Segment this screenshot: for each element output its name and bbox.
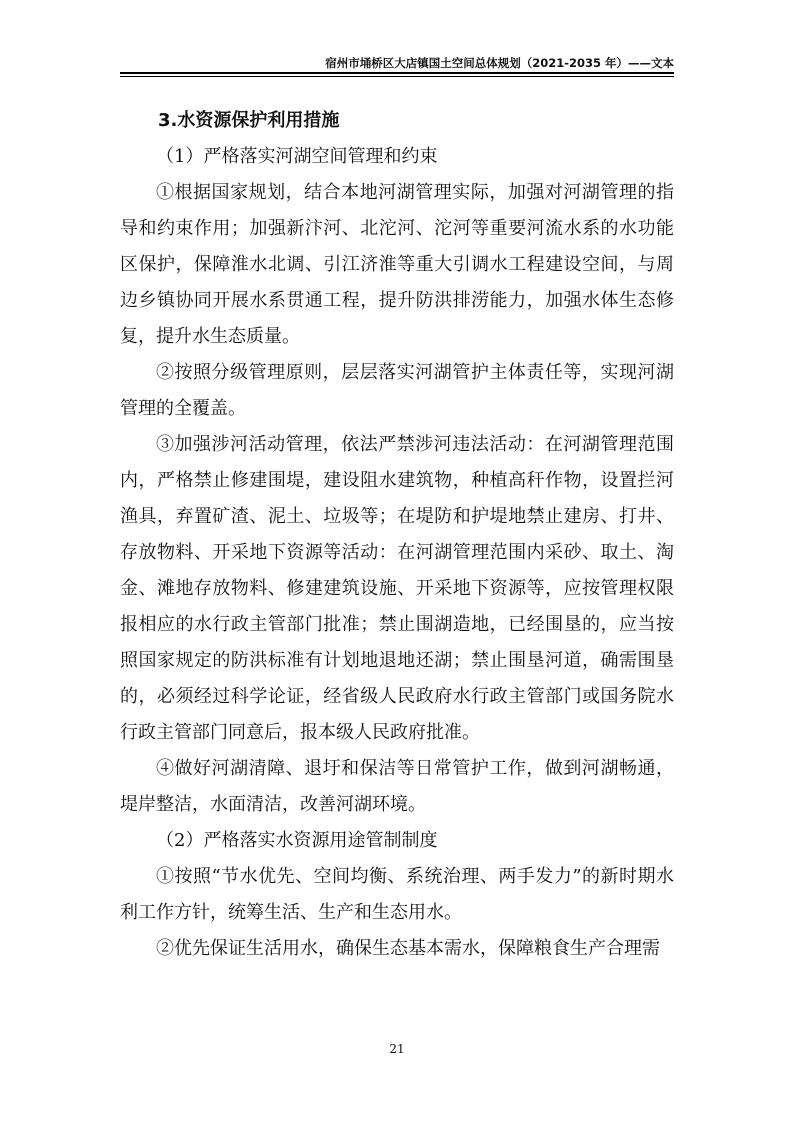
paragraph: ④做好河湖清障、退圩和保洁等日常管护工作，做到河湖畅通，堤岸整洁，水面清洁，改善河湖环境。 bbox=[120, 758, 674, 815]
paragraph: ①按照“节水优先、空间均衡、系统治理、两手发力”的新时期水利工作方针，统筹生活、生产和生态用水。 bbox=[120, 866, 674, 923]
subsection-title: （1）严格落实河湖空间管理和约束 bbox=[156, 146, 438, 167]
header-rule-thick bbox=[120, 72, 674, 74]
paragraph: ③加强涉河活动管理，依法严禁涉河违法活动：在河湖管理范围内，严格禁止修建围堤，建设阻水建筑物，种植高秆作物，设置拦河渔具，弃置矿渣、泥土、垃圾等；在堤防和护堤地禁止建房、打井、存放物料、开采地下资源等活动：在河湖管理范围内采砂、取土、淘金、滩地存放物料、修建建筑设施、开采地下资源等，应按管理权限报相应的水行政主管部门批准；禁止围湖造地，已经围垦的，应当按照国家规定的防洪标准有计划地退地还湖；禁止围垦河道，确需围垦的，必须经过科学论证，经省级人民政府水行政主管部门或国务院水行政主管部门同意后，报本级人民政府批准。 bbox=[120, 434, 674, 743]
section-heading: 3.水资源保护利用措施 bbox=[158, 110, 340, 131]
paragraph: ②按照分级管理原则，层层落实河湖管护主体责任等，实现河湖管理的全覆盖。 bbox=[120, 362, 674, 419]
paragraph: ②优先保证生活用水，确保生态基本需水，保障粮食生产合理需 bbox=[156, 938, 660, 959]
paragraph: ①根据国家规划，结合本地河湖管理实际，加强对河湖管理的指导和约束作用；加强新汴河、北沱河、沱河等重要河流水系的水功能区保护，保障淮水北调、引江济淮等重大引调水工程建设空间，与周边乡镇协同开展水系贯通工程，提升防洪排涝能力，加强水体生态修复，提升水生态质量。 bbox=[120, 182, 674, 347]
running-header: 宿州市埇桥区大店镇国土空间总体规划（2021-2035 年）——文本 bbox=[325, 56, 674, 70]
subsection-title: （2）严格落实水资源用途管制制度 bbox=[156, 830, 438, 851]
page-body bbox=[120, 103, 674, 967]
page-number: 21 bbox=[389, 1042, 405, 1056]
header-rule-thin bbox=[120, 76, 674, 77]
